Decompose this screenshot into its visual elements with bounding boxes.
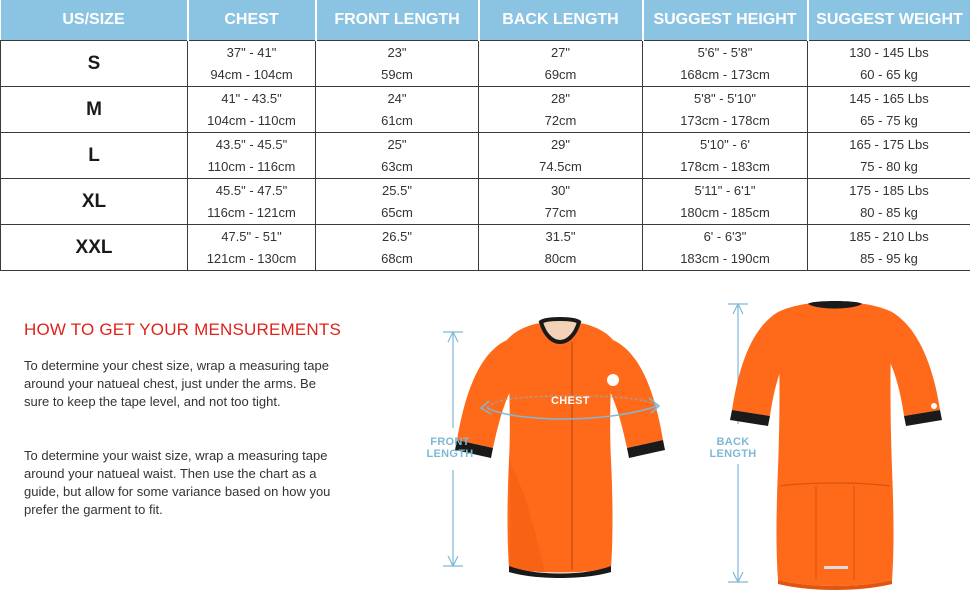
- back-length-cell: [479, 41, 643, 87]
- chest-cm: 121cm - 130cm: [206, 250, 297, 266]
- back-length-cell: [479, 133, 643, 179]
- header-suggest-height: SUGGEST HEIGHT: [643, 0, 808, 41]
- header-front-length: FRONT LENGTH: [316, 0, 479, 41]
- chest-cell: [188, 179, 316, 225]
- front-cm: 63cm: [381, 158, 413, 174]
- front-right-sleeve: [607, 340, 663, 448]
- weight-lbs: 145 - 165 Lbs: [849, 90, 929, 106]
- weight-lbs: 175 - 185 Lbs: [849, 182, 929, 198]
- front-inch: 24": [387, 90, 407, 106]
- weight-kg: 85 - 95 kg: [860, 250, 918, 266]
- front-inch: 26.5": [382, 228, 412, 244]
- back-cm: 69cm: [544, 66, 577, 82]
- height-cell: [643, 133, 808, 179]
- sleeve-logo-icon: [684, 429, 690, 435]
- front-cm: 68cm: [381, 250, 413, 266]
- weight-cell: [808, 179, 970, 225]
- back-sleeve-logo-icon: [931, 403, 937, 409]
- header-back-length: BACK LENGTH: [479, 0, 643, 41]
- front-cm: 61cm: [381, 112, 413, 128]
- back-inch: 31.5": [545, 228, 576, 244]
- chest-label: CHEST: [551, 395, 590, 407]
- height-cell: [643, 87, 808, 133]
- weight-lbs: 185 - 210 Lbs: [849, 228, 929, 244]
- back-cm: 72cm: [544, 112, 577, 128]
- weight-kg: 60 - 65 kg: [860, 66, 918, 82]
- height-cm: 178cm - 183cm: [680, 158, 770, 174]
- header-us-size: US/SIZE: [1, 0, 188, 41]
- back-length-cell: [479, 225, 643, 271]
- brand-logo-icon: [607, 374, 619, 386]
- table-row: [1, 225, 970, 271]
- back-cm: 77cm: [544, 204, 577, 220]
- chest-cm: 104cm - 110cm: [207, 112, 296, 128]
- table-row: [1, 179, 970, 225]
- height-cell: [643, 179, 808, 225]
- table-row: [1, 41, 970, 87]
- height-ft: 6' - 6'3": [703, 228, 747, 244]
- table-row: [1, 87, 970, 133]
- weight-kg: 65 - 75 kg: [860, 112, 918, 128]
- size-cell: XL: [1, 179, 188, 225]
- back-cm: 74.5cm: [539, 158, 582, 174]
- size-cell: XXL: [1, 225, 188, 271]
- back-body: [777, 302, 894, 586]
- measurement-title: HOW TO GET YOUR MENSUREMENTS: [24, 320, 341, 339]
- front-length-cell: [316, 87, 479, 133]
- weight-lbs: 130 - 145 Lbs: [849, 44, 929, 60]
- front-inch: 25": [387, 136, 407, 152]
- back-inch: 30": [550, 182, 571, 198]
- front-length-cell: [316, 225, 479, 271]
- back-inch: 27": [550, 44, 571, 60]
- front-length-label-line2: LENGTH: [426, 448, 474, 460]
- reflective-strip: [824, 566, 848, 569]
- size-cell: M: [1, 87, 188, 133]
- chest-cm: 110cm - 116cm: [207, 158, 296, 174]
- back-length-label-line1: BACK: [716, 436, 750, 448]
- height-cell: [643, 225, 808, 271]
- front-cm: 65cm: [381, 204, 413, 220]
- chest-cm: 94cm - 104cm: [210, 66, 293, 82]
- back-inch: 29": [550, 136, 571, 152]
- chest-inch: 47.5" - 51": [221, 228, 282, 244]
- weight-lbs: 165 - 175 Lbs: [849, 136, 929, 152]
- chest-inch: 45.5" - 47.5": [215, 182, 288, 198]
- weight-cell: [808, 87, 970, 133]
- front-left-sleeve: [457, 340, 513, 448]
- weight-cell: [808, 133, 970, 179]
- front-length-cell: [316, 41, 479, 87]
- back-length-label-line2: LENGTH: [709, 448, 757, 460]
- table-header-row: [1, 0, 970, 41]
- table-row: [1, 133, 970, 179]
- front-inch: 23": [387, 44, 407, 60]
- chest-cell: [188, 225, 316, 271]
- weight-kg: 75 - 80 kg: [860, 158, 918, 174]
- height-ft: 5'10" - 6': [699, 136, 751, 152]
- weight-cell: [808, 41, 970, 87]
- height-ft: 5'11" - 6'1": [694, 182, 756, 198]
- back-inch: 28": [550, 90, 571, 106]
- front-length-cell: [316, 133, 479, 179]
- front-length-label-line1: FRONT: [430, 436, 470, 448]
- height-cm: 180cm - 185cm: [680, 204, 770, 220]
- header-chest: CHEST: [188, 0, 316, 41]
- waist-instructions: To determine your waist size, wrap a measuring tape around your natueal waist. Then use the chart as a guide, but allow for some variance based on how you prefer the garment to fit.: [24, 448, 331, 517]
- back-length-cell: [479, 87, 643, 133]
- chest-inch: 43.5" - 45.5": [215, 136, 288, 152]
- weight-cell: [808, 225, 970, 271]
- size-chart-table: [0, 0, 970, 271]
- back-left-sleeve: [732, 312, 786, 416]
- chest-inch: 37" - 41": [226, 44, 277, 60]
- chest-cell: [188, 133, 316, 179]
- back-length-label: [705, 436, 761, 460]
- header-suggest-weight: SUGGEST WEIGHT: [808, 0, 970, 41]
- chest-cell: [188, 87, 316, 133]
- height-cm: 183cm - 190cm: [680, 250, 770, 266]
- size-cell: L: [1, 133, 188, 179]
- front-length-cell: [316, 179, 479, 225]
- front-inch: 25.5": [382, 182, 412, 198]
- height-cm: 173cm - 178cm: [680, 112, 770, 128]
- weight-kg: 80 - 85 kg: [860, 204, 918, 220]
- back-length-cell: [479, 179, 643, 225]
- front-length-label: [420, 436, 480, 460]
- height-cell: [643, 41, 808, 87]
- chest-instructions: To determine your chest size, wrap a measuring tape around your natueal chest, just under the arms. Be sure to keep the tape level, and not too tight.: [24, 358, 329, 409]
- chest-inch: 41" - 43.5": [221, 90, 282, 106]
- front-cm: 59cm: [381, 66, 413, 82]
- chest-cm: 116cm - 121cm: [207, 204, 296, 220]
- height-ft: 5'6" - 5'8": [697, 44, 753, 60]
- height-cm: 168cm - 173cm: [680, 66, 770, 82]
- back-cm: 80cm: [544, 250, 577, 266]
- chest-cell: [188, 41, 316, 87]
- back-right-sleeve: [888, 312, 940, 416]
- height-ft: 5'8" - 5'10": [694, 90, 756, 106]
- size-cell: S: [1, 41, 188, 87]
